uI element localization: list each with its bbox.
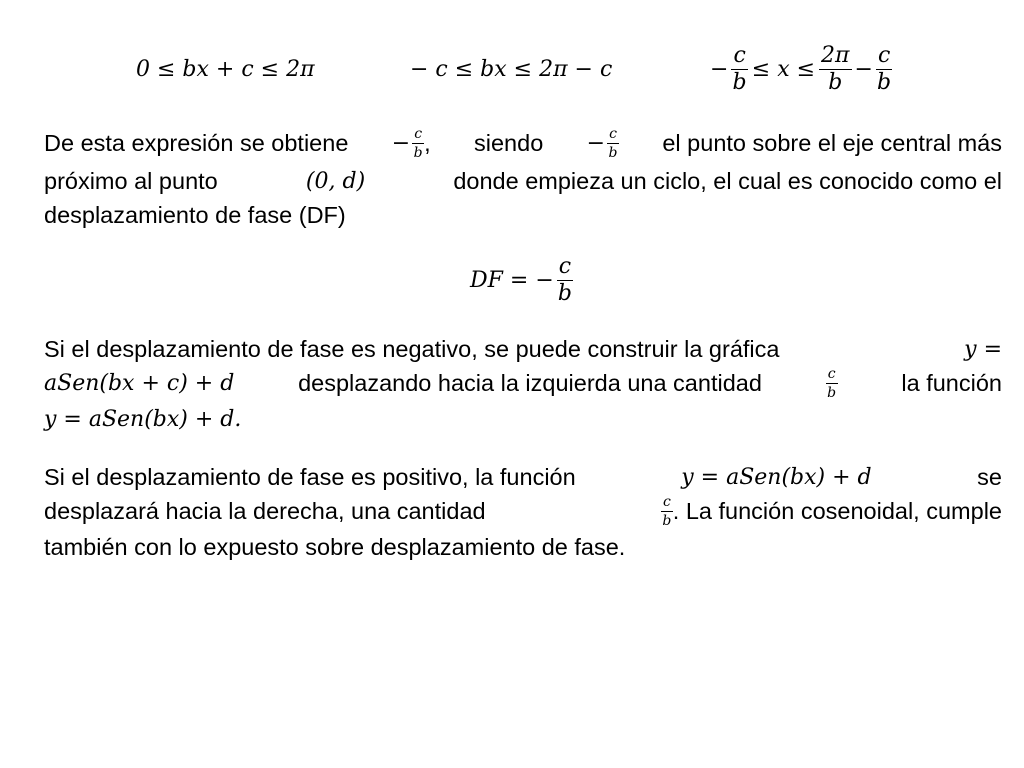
inequality-2 (410, 38, 612, 100)
df-lhs: DF = − (470, 267, 554, 293)
fraction-numerator: c (733, 42, 746, 68)
inequality-1 (136, 38, 315, 100)
text-span: desplazamiento de fase (DF) (44, 201, 346, 228)
fraction-c-over-b (826, 367, 838, 400)
paragraph-3 (44, 460, 1002, 570)
minus-sign: − (586, 130, 606, 156)
paragraph-line (44, 402, 1002, 436)
text-span: también con lo expuesto sobre desplazamiento de fase. (44, 533, 626, 560)
fraction-denominator: b (557, 280, 572, 306)
fraction-c-over-b (557, 253, 573, 306)
fraction-denominator: b (662, 512, 672, 529)
inline-fraction-group (392, 127, 431, 160)
fraction-c-over-b (731, 42, 747, 95)
paragraph-1 (44, 126, 1002, 236)
fraction-c-over-b (661, 495, 673, 528)
fraction-numerator: 2π (821, 42, 850, 68)
text-span: Si el desplazamiento de fase es positivo, la función (44, 463, 576, 490)
math-expression: aSen(bx + c) + d (44, 370, 235, 396)
fraction-denominator: b (608, 144, 618, 161)
fraction-denominator: b (413, 144, 423, 161)
fraction-numerator: c (827, 365, 836, 382)
fraction-numerator: c (877, 42, 891, 68)
fraction-c-over-b (412, 127, 424, 160)
fraction-denominator: b (828, 69, 843, 95)
text-span: Si el desplazamiento de fase es negativo, se puede construir la gráfica (44, 335, 780, 362)
text-span: desplazará hacia la derecha, una cantidad (44, 497, 486, 524)
paragraph-line (44, 164, 1002, 198)
inline-fraction-group (587, 127, 619, 160)
math-expression: y = aSen(bx) + d. (44, 406, 242, 432)
comma: , (424, 129, 431, 156)
paragraph-line (44, 494, 1002, 528)
minus-sign: − (854, 56, 873, 82)
minus-sign: − (391, 130, 411, 156)
inline-fraction-group (661, 495, 1002, 528)
math-expression: y = aSen(bx) + d (681, 464, 872, 490)
fraction-numerator: c (609, 125, 617, 142)
math-expression: y = (964, 336, 1002, 362)
point-expression: (0, d) (305, 168, 366, 194)
text-span: próximo al punto (44, 167, 218, 194)
fraction-denominator: b (732, 69, 747, 95)
inequality-2-text: − c ≤ bx ≤ 2π − c (410, 56, 613, 82)
fraction-denominator: b (877, 69, 892, 95)
minus-sign: − (710, 56, 729, 82)
text-span: . La función cosenoidal, cumple (672, 497, 1002, 524)
text-span: el punto sobre el eje central más (662, 129, 1002, 156)
text-span: donde empieza un ciclo, el cual es conocido como el (453, 167, 1002, 194)
paragraph-line (44, 530, 1002, 564)
paragraph-line (44, 198, 1002, 232)
fraction-c-over-b (607, 127, 619, 160)
fraction-c-over-b (876, 42, 892, 95)
text-span: siendo (474, 129, 544, 156)
fraction-denominator: b (827, 384, 837, 401)
fraction-numerator: c (558, 253, 572, 279)
fraction-2pi-over-b (819, 42, 851, 95)
inequality-1-text: 0 ≤ bx + c ≤ 2π (136, 56, 315, 82)
paragraph-line (44, 366, 1002, 400)
paragraph-line (44, 126, 1002, 160)
fraction-numerator: c (662, 493, 671, 510)
paragraph-line (44, 460, 1002, 494)
paragraph-line (44, 332, 1002, 366)
text-span: se (977, 463, 1002, 490)
paragraph-2 (44, 332, 1002, 442)
inequality-3 (710, 38, 892, 100)
text-span: De esta expresión se obtiene (44, 129, 349, 156)
inequality-middle: ≤ x ≤ (751, 56, 816, 82)
text-span: desplazando hacia la izquierda una cantidad (298, 369, 762, 396)
fraction-numerator: c (414, 125, 423, 142)
df-formula (470, 250, 573, 310)
text-span: la función (901, 369, 1002, 396)
